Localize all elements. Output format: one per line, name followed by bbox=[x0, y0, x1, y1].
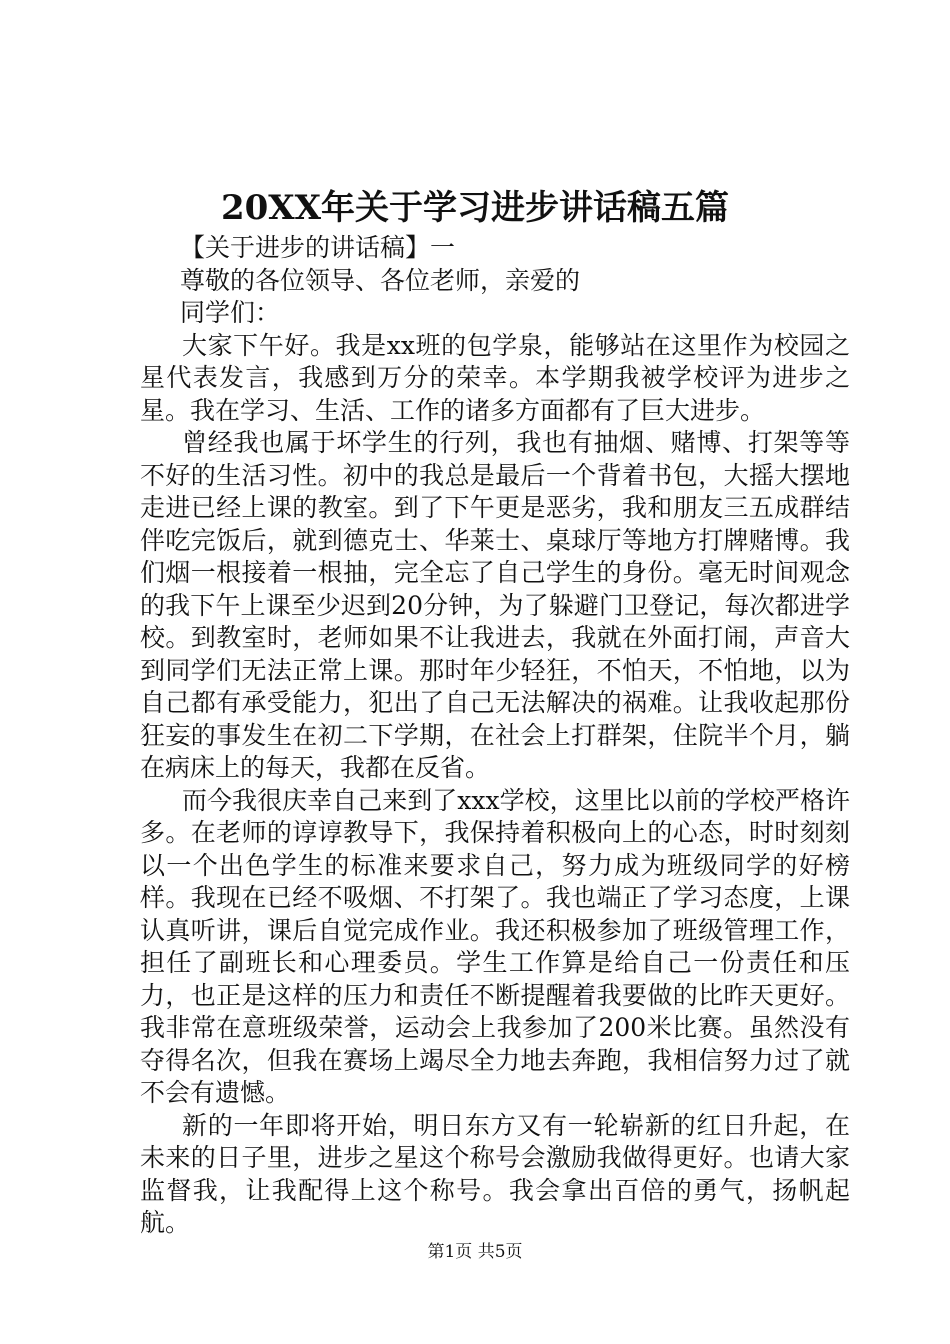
salutation-line-1: 尊敬的各位领导、各位老师，亲爱的 bbox=[180, 265, 581, 295]
paragraph-4: 新的一年即将开始，明日东方又有一轮崭新的红日升起，在未来的日子里，进步之星这个称号会激励我做得更好。也请大家监督我，让我配得上这个称号。我会拿出百倍的勇气，扬帆起航。 bbox=[140, 1110, 850, 1237]
section-heading: 【关于进步的讲话稿】一 bbox=[180, 233, 456, 262]
paragraph-3: 而今我很庆幸自己来到了xxx学校，这里比以前的学校严格许多。在老师的谆谆教导下，我保持着积极向上的心态，时时刻刻以一个出色学生的标准来要求自己，努力成为班级同学的好榜样。我现在已经不吸烟、不打架了。我也端正了学习态度，上课认真听讲，课后自觉完成作业。我还积极参加了班级管理工作，担任了副班长和心理委员。学生工作算是给自己一份责任和压力，也正是这样的压力和责任不断提醒着我要做的比昨天更好。我非常在意班级荣誉，运动会上我参加了200米比赛。虽然没有夺得名次，但我在赛场上竭尽全力地去奔跑，我相信努力过了就不会有遗憾。 bbox=[140, 785, 850, 1107]
page-indicator: 第1页 共5页 bbox=[427, 1242, 523, 1262]
document-body bbox=[140, 232, 850, 1240]
paragraph-1: 大家下午好。我是xx班的包学泉，能够站在这里作为校园之星代表发言，我感到万分的荣幸。本学期我被学校评为进步之星。我在学习、生活、工作的诸多方面都有了巨大进步。 bbox=[140, 330, 850, 425]
salutation-line-2: 同学们： bbox=[180, 298, 281, 327]
document-title: 20XX年关于学习进步讲话稿五篇 bbox=[220, 188, 730, 228]
paragraph-2: 曾经我也属于坏学生的行列，我也有抽烟、赌博、打架等等不好的生活习性。初中的我总是最后一个背着书包，大摇大摆地走进已经上课的教室。到了下午更是恶劣，我和朋友三五成群结伴吃完饭后，就到德克士、华莱士、桌球厅等地方打牌赌博。我们烟一根接着一根抽，完全忘了自己学生的身份。毫无时间观念的我下午上课至少迟到20分钟，为了躲避门卫登记，每次都进学校。到教室时，老师如果不让我进去，我就在外面打闹，声音大到同学们无法正常上课。那时年少轻狂，不怕天，不怕地，以为自己都有承受能力，犯出了自己无法解决的祸难。让我收起那份狂妄的事发生在初二下学期，在社会上打群架，住院半个月，躺在病床上的每天，我都在反省。 bbox=[140, 428, 850, 782]
